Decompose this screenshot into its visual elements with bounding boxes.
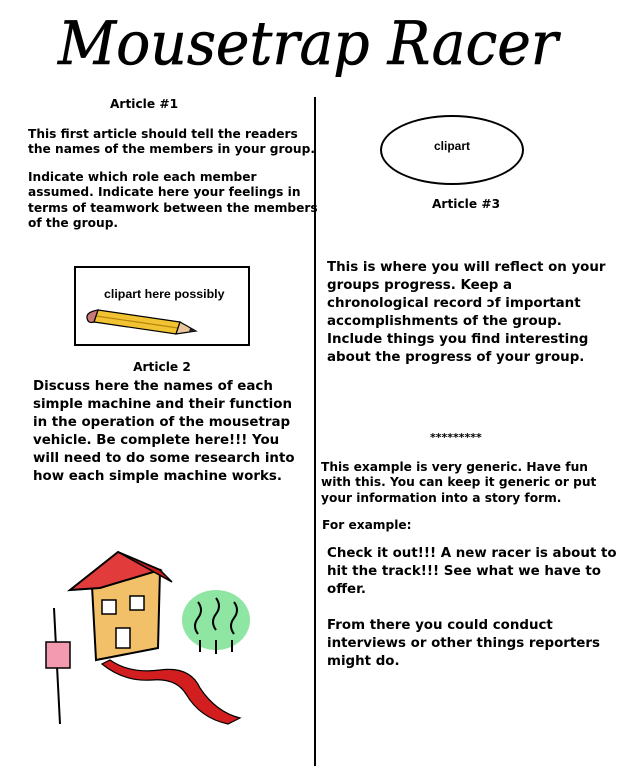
clipart-box-label: clipart here possibly [104,287,225,301]
article3-body: This is where you will reflect on your groups progress. Keep a chronological record ɔf important accomplishments of the group. Include things you find interesting about the progress of your group. [327,260,606,365]
page-title [52,6,572,78]
article1-para2: Indicate which role each member assumed. Indicate here your feelings in terms of teamwork between the members of the group. [28,170,318,231]
clipart-oval-label: clipart [433,139,470,153]
title-text: Mousetrap Racer [57,9,562,78]
example-followup: From there you could conduct interviews or other things reporters might do. [327,618,600,669]
article1-heading: Article #1 [110,97,179,111]
article1-para1: This first article should tell the readers the names of the members in your group. [28,127,315,157]
separator: ********* [430,431,482,444]
example-quote: Check it out!!! A new racer is about to hit the track!!! See what we have to offer. [327,546,617,597]
example-intro: This example is very generic. Have fun with this. You can keep it generic or put your information into a story form. [321,460,597,505]
house-icon [40,548,260,726]
example-label: For example: [322,518,412,532]
article2-body: Discuss here the names of each simple machine and their function in the operation of the mousetrap vehicle. Be complete here!!! You will need to do some research into how each simple machine works. [33,379,295,484]
article2-heading: Article 2 [133,360,191,374]
article3-heading: Article #3 [432,197,501,211]
pencil-icon [84,304,200,340]
